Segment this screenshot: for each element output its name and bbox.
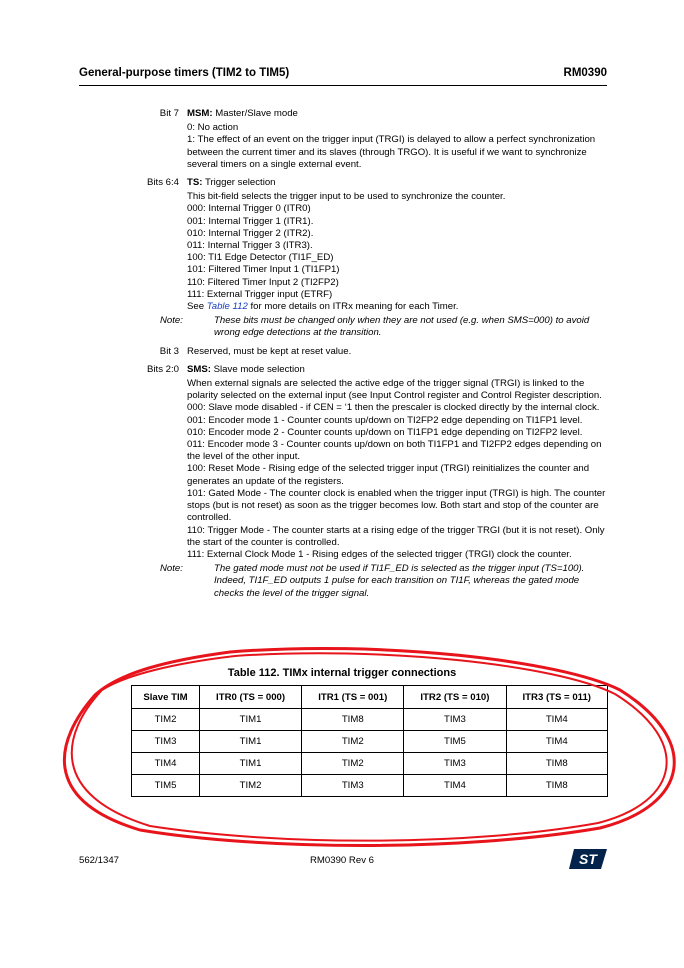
bit-label: Bit 7	[159, 108, 179, 119]
svg-text:ST: ST	[579, 851, 597, 867]
table-cell: TIM3	[132, 731, 200, 753]
bit-heading: SMS: Slave mode selection	[187, 363, 305, 375]
bit-body: When external signals are selected the active edge of the trigger signal (TRGI) is linked to the polarity selected on the external input (see Input Control register and Control Register description. 000: Slave mode disabled - if CEN = ‘1 then the prescaler is clocked directly by the internal clock. 001: Encoder mode 1 - Counter counts up/down on TI2FP2 edge depending on TI1FP1 level. 010: Encoder mode 2 - Counter counts up/down on TI1FP1 edge depending on TI2FP2 level. 011: Encoder mode 3 - Counter counts up/down on both TI1FP1 and TI2FP2 edges depending on the level of the other input. 100: Reset Mode - Rising edge of the selected trigger input (TRGI) reinitializes the counter and generates an update of the registers. 101: Gated Mode - The counter clock is enabled when the trigger input (TRGI) is high. The counter stops (but is not reset) as soon as the trigger becomes low. Both start and stop of the counter are controlled. 110: Trigger Mode - The counter starts at a rising edge of the trigger TRGI (but it is not reset). Only the start of the counter is controlled. 111: External Clock Mode 1 - Rising edges of the selected trigger (TRGI) clock the counter.	[187, 378, 606, 560]
table-cell: TIM1	[199, 709, 301, 731]
table-cell: TIM3	[302, 775, 404, 797]
note: Note: These bits must be changed only when they are not used (e.g. when SMS=000) to avoid wrong edge detections at the transition.	[160, 315, 590, 339]
table-cell: TIM4	[132, 753, 200, 775]
st-logo-icon	[568, 848, 608, 870]
document-revision: RM0390 Rev 6	[310, 855, 374, 866]
bit-heading: TS: Trigger selection	[187, 177, 276, 189]
column-header: ITR1 (TS = 001)	[302, 686, 404, 709]
bit-body: This bit-field selects the trigger input to be used to synchronize the counter. 000: Internal Trigger 0 (ITR0) 001: Internal Trigger 1 (ITR1). 010: Internal Trigger 2 (ITR2). 011: Internal Trigger 3 (ITR3). 100: TI1 Edge Detector (TI1F_ED) 101: Filtered Timer Input 1 (TI1FP1) 110: Filtered Timer Input 2 (TI2FP2) 111: External Trigger input (ETRF) See Table 112 for more details on ITRx meaning for each Timer.	[187, 191, 506, 313]
table-112-link[interactable]: Table 112	[206, 301, 248, 313]
table-caption: Table 112. TIMx internal trigger connections	[227, 667, 457, 679]
document-id: RM0390	[563, 67, 607, 79]
bit-heading: Reserved, must be kept at reset value.	[187, 345, 352, 357]
column-header: Slave TIM	[132, 686, 200, 709]
table-cell: TIM4	[506, 731, 608, 753]
section-title: General-purpose timers (TIM2 to TIM5)	[79, 67, 290, 79]
column-header: ITR3 (TS = 011)	[506, 686, 608, 709]
table-cell: TIM2	[302, 731, 404, 753]
table-cell: TIM8	[302, 709, 404, 731]
table-cell: TIM5	[132, 775, 200, 797]
table-cell: TIM1	[199, 753, 301, 775]
table-cell: TIM2	[302, 753, 404, 775]
bit-body: 0: No action 1: The effect of an event on the trigger input (TRGI) is delayed to allow a perfect synchronization between the current timer and its slaves (through TRGO). It is useful if we want to synchronize several timers on a single external event.	[187, 122, 596, 170]
table-cell: TIM3	[404, 709, 506, 731]
column-header: ITR0 (TS = 000)	[199, 686, 301, 709]
bit-heading: MSM: Master/Slave mode	[187, 108, 298, 119]
table-cell: TIM5	[404, 731, 506, 753]
table-cell: TIM4	[404, 775, 506, 797]
bit-label: Bits 6:4	[147, 177, 179, 189]
table-cell: TIM4	[506, 709, 608, 731]
bit-label: Bits 2:0	[147, 363, 179, 375]
bit-label: Bit 3	[159, 345, 179, 357]
table-cell: TIM8	[506, 775, 608, 797]
table-cell: TIM2	[132, 709, 200, 731]
note: Note: The gated mode must not be used if TI1F_ED is selected as the trigger input (TS=100). Indeed, TI1F_ED outputs 1 pulse for each transition on TI1F, whereas the gated mode checks the level of the trigger signal.	[160, 563, 585, 599]
column-header: ITR2 (TS = 010)	[404, 686, 506, 709]
table-cell: TIM3	[404, 753, 506, 775]
table-cell: TIM8	[506, 753, 608, 775]
page-number: 562/1347	[79, 855, 120, 866]
table-cell: TIM2	[199, 775, 301, 797]
table-cell: TIM1	[199, 731, 301, 753]
